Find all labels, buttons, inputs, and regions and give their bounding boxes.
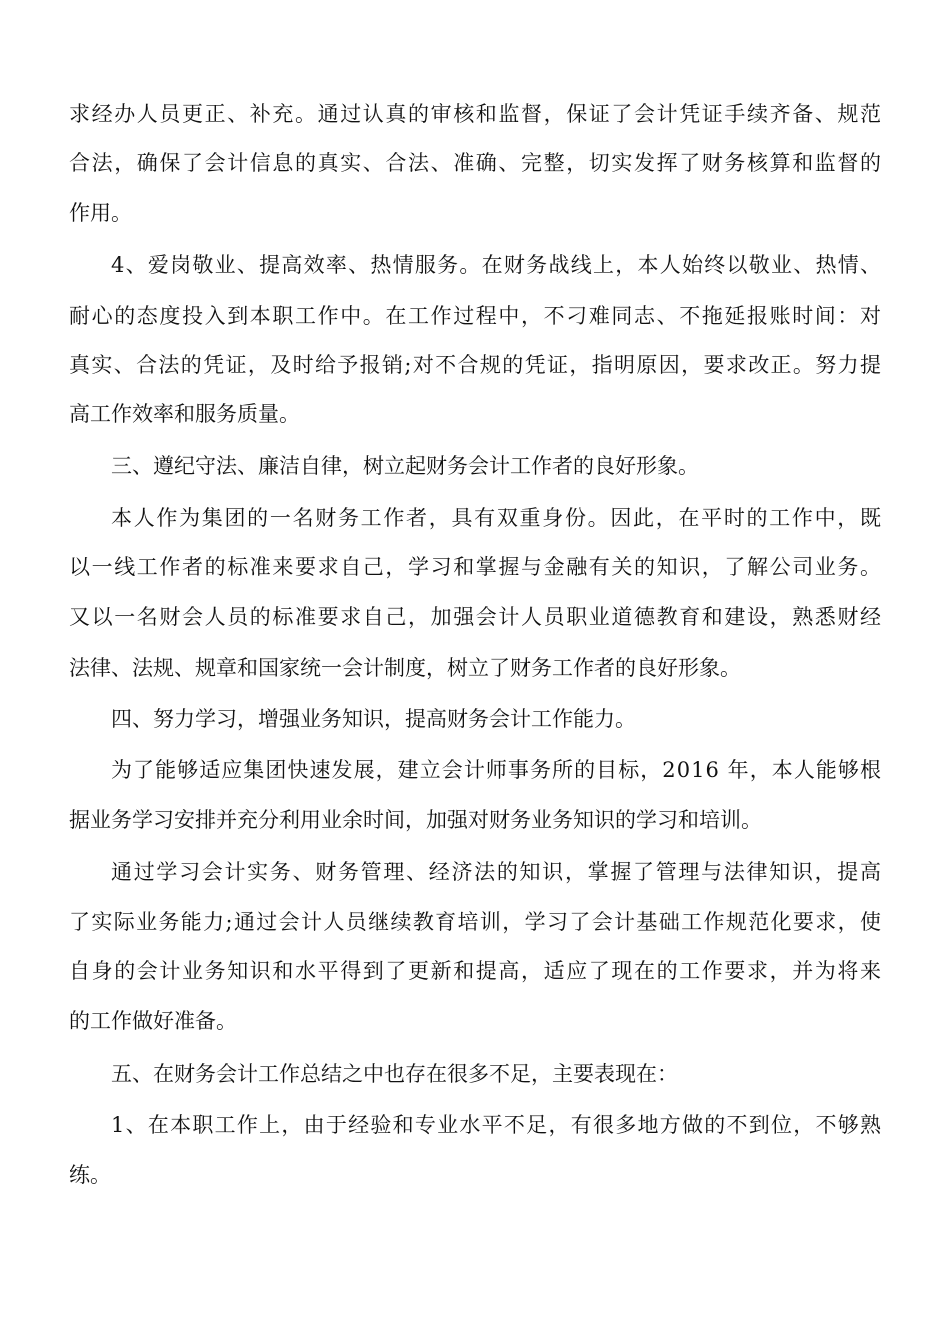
text-line-content: 1、在本职工作上，由于经验和专业水平不足，有很多地方做的不到位，不够熟 (111, 1113, 883, 1137)
text-line (0, 143, 950, 183)
text-line (0, 296, 950, 336)
text-line-content: 三、遵纪守法、廉洁自律，树立起财务会计工作者的良好形象。 (111, 454, 699, 478)
text-line (0, 1001, 950, 1041)
text-line (0, 547, 950, 587)
text-line-content: 五、在财务会计工作总结之中也存在很多不足，主要表现在： (111, 1062, 678, 1086)
text-line (0, 852, 950, 892)
text-line-content: 据业务学习安排并充分利用业余时间，加强对财务业务知识的学习和培训。 (69, 808, 762, 832)
text-line (0, 394, 950, 434)
text-line-content: 法律、法规、规章和国家统一会计制度，树立了财务工作者的良好形象。 (69, 656, 741, 680)
text-line-content: 通过学习会计实务、财务管理、经济法的知识，掌握了管理与法律知识，提高 (111, 860, 883, 884)
text-line (0, 1155, 950, 1195)
text-line (0, 345, 950, 385)
text-line (0, 94, 950, 134)
text-line (0, 498, 950, 538)
text-line (0, 245, 950, 285)
text-line-content: 作用。 (69, 201, 132, 225)
text-line-content: 练。 (69, 1163, 111, 1187)
text-line-content: 为了能够适应集团快速发展，建立会计师事务所的目标，2016 年，本人能够根 (111, 758, 883, 782)
text-line-content: 求经办人员更正、补充。通过认真的审核和监督，保证了会计凭证手续齐备、规范 (69, 102, 883, 126)
text-line-content: 又以一名财会人员的标准要求自己，加强会计人员职业道德教育和建设，熟悉财经 (69, 605, 883, 629)
text-line (0, 800, 950, 840)
text-line-content: 本人作为集团的一名财务工作者，具有双重身份。因此，在平时的工作中，既 (111, 506, 883, 530)
text-line (0, 902, 950, 942)
text-line-content: 四、努力学习，增强业务知识，提高财务会计工作能力。 (111, 707, 636, 731)
section-heading (0, 1054, 950, 1094)
text-line (0, 1105, 950, 1145)
text-line (0, 648, 950, 688)
text-line-content: 了实际业务能力;通过会计人员继续教育培训，学习了会计基础工作规范化要求，使 (69, 910, 883, 934)
section-heading (0, 699, 950, 739)
text-line-content: 真实、合法的凭证，及时给予报销;对不合规的凭证，指明原因，要求改正。努力提 (69, 353, 883, 377)
text-line-content: 以一线工作者的标准来要求自己，学习和掌握与金融有关的知识，了解公司业务。 (69, 555, 883, 579)
text-line-content: 合法，确保了会计信息的真实、合法、准确、完整，切实发挥了财务核算和监督的 (69, 151, 883, 175)
text-line-content: 4、爱岗敬业、提高效率、热情服务。在财务战线上，本人始终以敬业、热情、 (111, 253, 883, 277)
text-line-content: 的工作做好准备。 (69, 1009, 237, 1033)
section-heading (0, 446, 950, 486)
text-line (0, 597, 950, 637)
text-line-content: 耐心的态度投入到本职工作中。在工作过程中，不刁难同志、不拖延报账时间：对 (69, 304, 883, 328)
text-line-content: 自身的会计业务知识和水平得到了更新和提高，适应了现在的工作要求，并为将来 (69, 959, 883, 983)
text-line (0, 951, 950, 991)
text-line (0, 750, 950, 790)
text-line-content: 高工作效率和服务质量。 (69, 402, 300, 426)
text-line (0, 193, 950, 233)
